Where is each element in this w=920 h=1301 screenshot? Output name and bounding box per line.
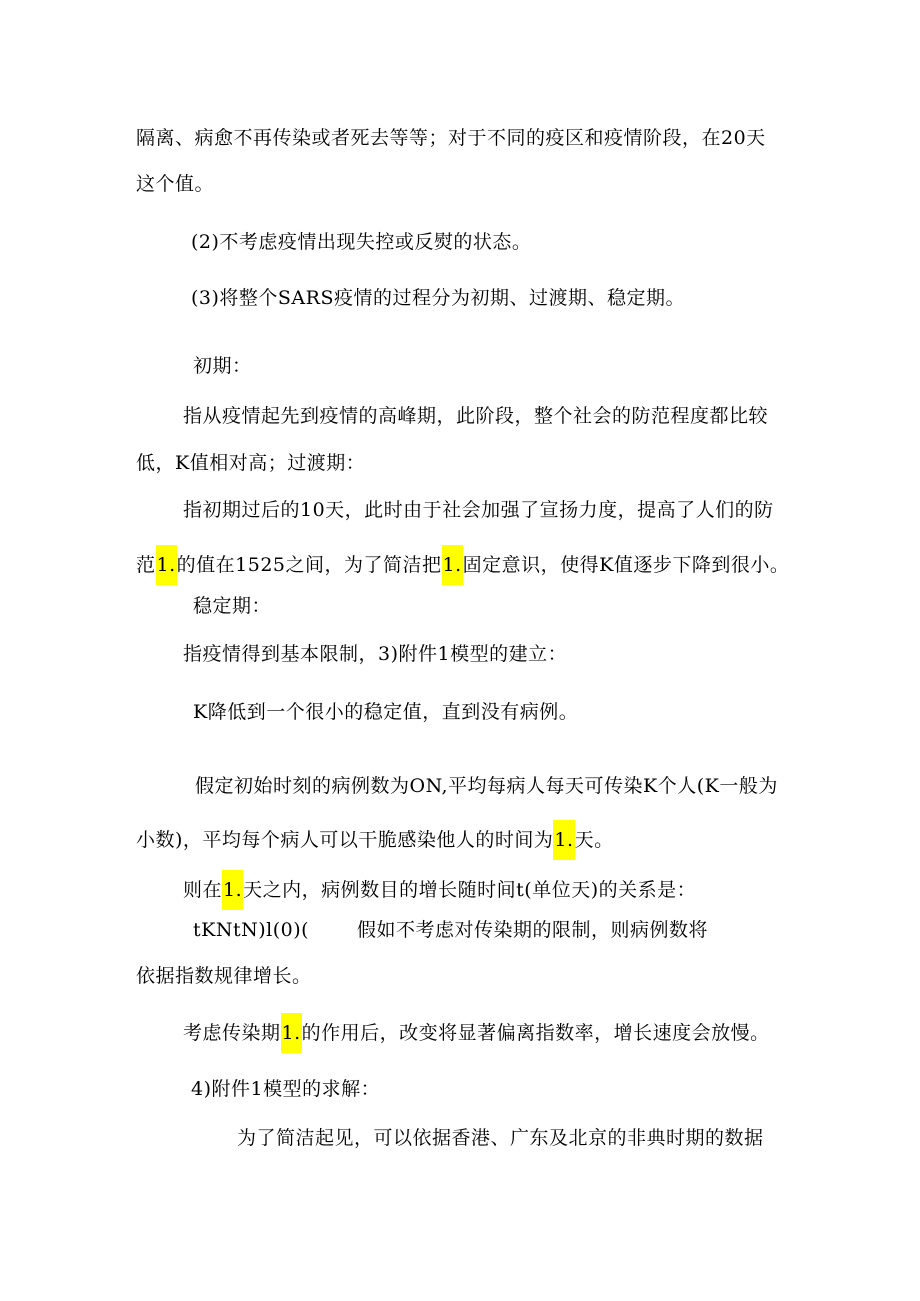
highlight-mark: 1. <box>442 545 463 585</box>
text-span: 的值在1525之间，为了简洁把 <box>176 554 442 576</box>
text-span: 小数)，平均每个病人可以干脆感染他人的时间为 <box>136 829 554 851</box>
text-line: 低，K值相对高；过渡期： <box>136 452 366 474</box>
section-heading: 稳定期： <box>193 595 272 617</box>
text-line <box>136 545 789 585</box>
text-span: 天之内，病例数目的增长随时间t(单位天)的关系是： <box>243 879 697 901</box>
highlight-mark: 1. <box>222 870 243 910</box>
text-span: 考虑传染期 <box>183 1022 281 1044</box>
highlight-mark: 1. <box>553 820 574 860</box>
text-line <box>183 1013 770 1053</box>
text-line: 指初期过后的10天，此时由于社会加强了宣扬力度，提高了人们的防 <box>183 499 774 521</box>
text-span: 固定意识，使得K值逐步下降到很小。 <box>462 554 790 576</box>
text-line: 这个值。 <box>136 173 215 195</box>
text-span: 则在 <box>183 879 223 901</box>
text-line: (2)不考虑疫情出现失控或反熨的状态。 <box>191 231 532 253</box>
text-line: (3)将整个SARS疫情的过程分为初期、过渡期、稳定期。 <box>191 287 685 309</box>
formula-text: tKNtN)l(0)( <box>193 919 310 941</box>
text-span: 的作用后，改变将显著偏离指数率，增长速度会放慢。 <box>301 1022 770 1044</box>
text-line: 假定初始时刻的病例数为ON,平均每病人每天可传染K个人(K一般为 <box>195 775 778 797</box>
text-line <box>183 870 696 910</box>
text-line: 指从疫情起先到疫情的高峰期，此阶段，整个社会的防范程度都比较 <box>183 405 769 427</box>
text-span: 天。 <box>574 829 614 851</box>
highlight-mark: 1. <box>281 1013 302 1053</box>
text-line: 隔离、病愈不再传染或者死去等等；对于不同的疫区和疫情阶段，在20天 <box>136 127 766 149</box>
text-span: 假如不考虑对传染期的限制，则病例数将 <box>357 919 709 941</box>
text-line: 指疫情得到基本限制，3)附件1模型的建立： <box>183 643 568 665</box>
text-line <box>193 917 708 943</box>
section-heading: 初期： <box>193 355 252 377</box>
text-line <box>136 820 614 860</box>
highlight-mark: 1. <box>156 545 177 585</box>
text-line: 依据指数规律增长。 <box>136 965 312 987</box>
text-line: 为了简洁起见，可以依据香港、广东及北京的非典时期的数据 <box>237 1127 764 1149</box>
text-line: 4)附件1模型的求解： <box>191 1078 381 1100</box>
text-span: 范 <box>136 554 156 576</box>
text-line: K降低到一个很小的稳定值，直到没有病例。 <box>193 701 579 723</box>
